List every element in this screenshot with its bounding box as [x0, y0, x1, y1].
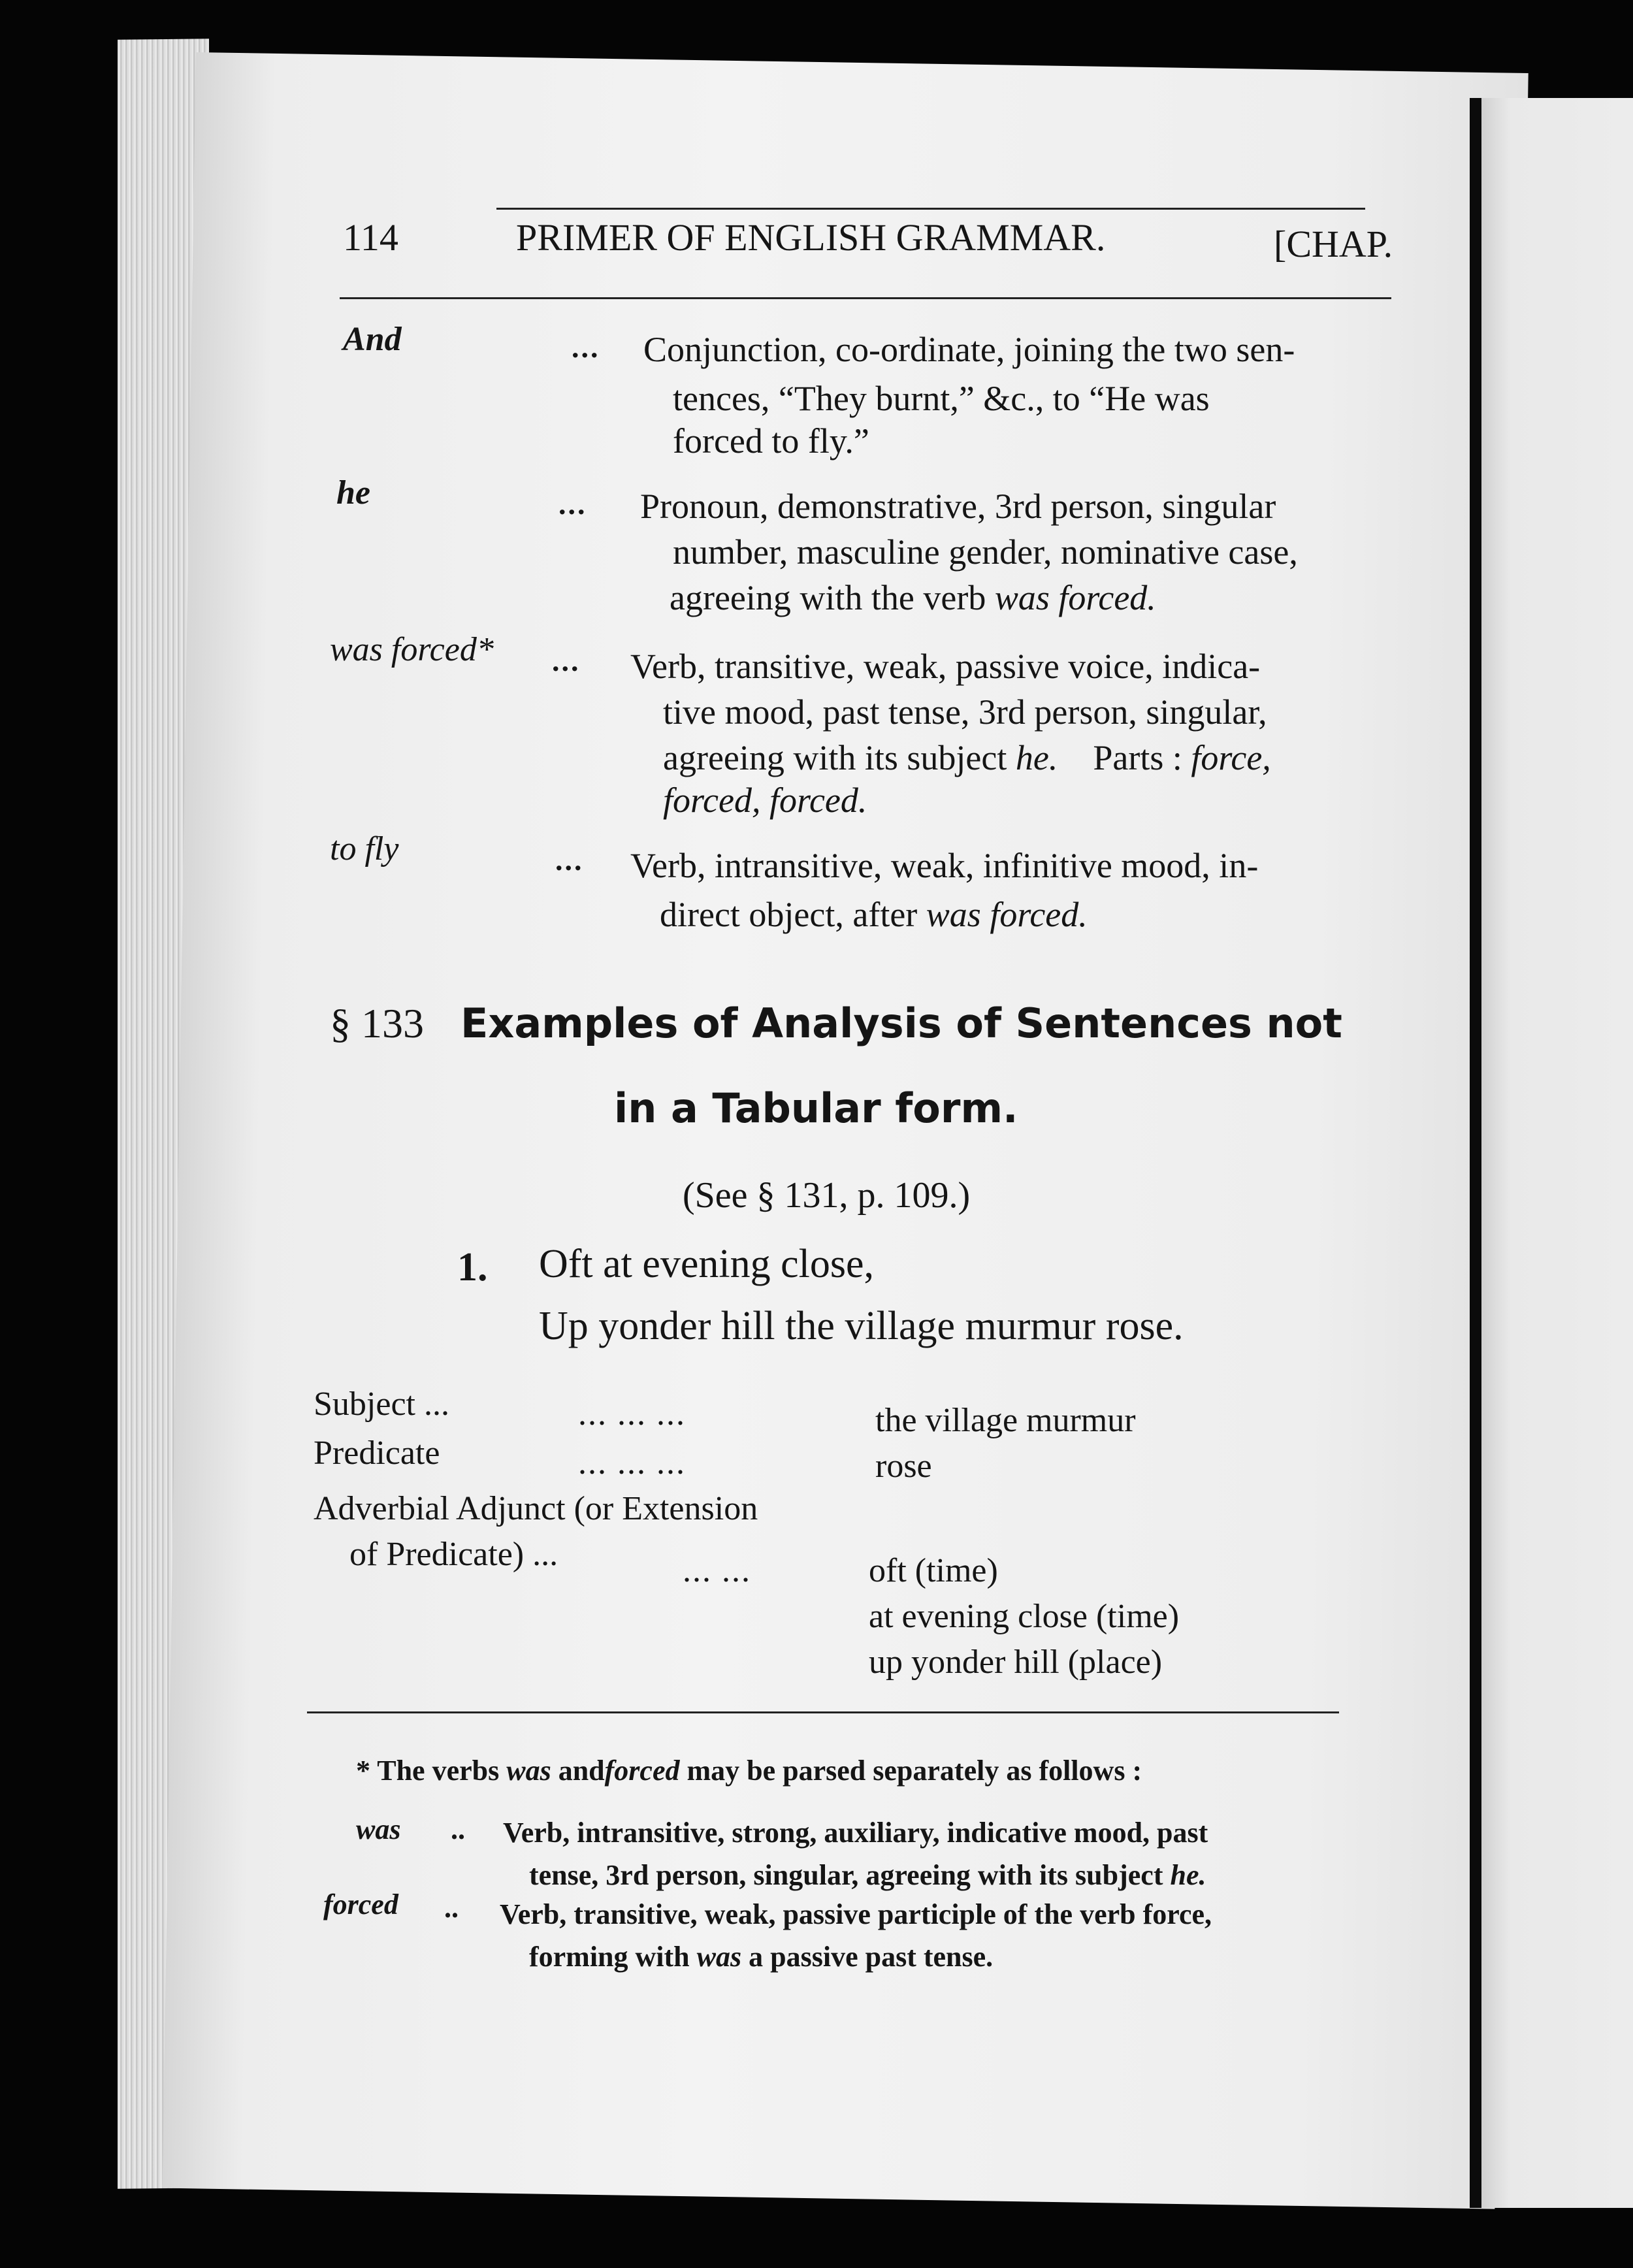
footnote-line-group — [529, 1858, 1206, 1892]
footnote-line: tense, 3rd person, singular, agreeing with its subject — [529, 1859, 1163, 1891]
section-number: § 133 — [330, 1000, 424, 1046]
page-number: 114 — [343, 216, 398, 259]
footnote-text: and — [558, 1755, 605, 1787]
analysis-label: Subject ... — [314, 1385, 449, 1423]
footnote-emphasis: forced — [604, 1755, 680, 1787]
example-line2: Up yonder hill the village murmur rose. — [539, 1304, 1184, 1348]
section-reference: (See § 131, p. 109.) — [683, 1175, 971, 1216]
parsing-line: Parts : — [1093, 738, 1182, 777]
leader-dots: ... — [552, 644, 581, 677]
parsing-line: forced to fly.” — [673, 421, 869, 461]
parsing-line-emphasis: was forced. — [926, 895, 1088, 934]
parsing-line-emphasis: forced, forced. — [663, 781, 867, 820]
parsing-line: Verb, transitive, weak, passive voice, indica- — [630, 647, 1261, 686]
footnote-line: forming with — [529, 1941, 690, 1973]
leader-dots: ... — [555, 843, 584, 877]
footnote-emphasis: was — [506, 1755, 551, 1787]
leader-dots: ... ... — [683, 1552, 751, 1589]
leader-dots: .. — [451, 1813, 465, 1845]
parsing-line: direct object, after — [660, 895, 918, 934]
chapter-tag: [CHAP. — [1274, 223, 1393, 265]
parsing-line-emphasis: force, — [1191, 738, 1271, 777]
analysis-value: the village murmur — [875, 1402, 1136, 1439]
parsing-line: tive mood, past tense, 3rd person, singular, — [663, 692, 1267, 732]
analysis-label: Predicate — [314, 1434, 440, 1472]
parsing-term: to fly — [330, 830, 399, 867]
parsing-line-group — [663, 777, 867, 823]
parsing-line: Conjunction, co-ordinate, joining the two sen- — [643, 330, 1295, 369]
analysis-value: at evening close (time) — [869, 1598, 1180, 1635]
leader-dots: ... — [572, 331, 600, 364]
analysis-label: Adverbial Adjunct (or Extension — [314, 1490, 758, 1527]
footnote-line: a passive past tense. — [749, 1941, 994, 1973]
footnote-line-group — [529, 1940, 993, 1973]
example-line1: Oft at evening close, — [539, 1242, 875, 1286]
footnote-line: Verb, intransitive, strong, auxiliary, indicative mood, past — [503, 1817, 1208, 1849]
analysis-label: of Predicate) ... — [349, 1536, 558, 1573]
header-bottom-rule — [340, 297, 1391, 299]
leader-dots: ... ... ... — [578, 1395, 686, 1433]
parsing-line: Verb, intransitive, weak, infinitive mood, in- — [630, 846, 1259, 885]
parsing-term: was forced* — [330, 631, 494, 668]
section-title-line1: Examples of Analysis of Sentences not — [461, 999, 1342, 1047]
section-title-line2: in a Tabular form. — [614, 1084, 1018, 1132]
footnote-line: Verb, transitive, weak, passive participle of the verb force, — [500, 1898, 1212, 1930]
parsing-line-group — [660, 892, 1088, 937]
analysis-value: rose — [875, 1448, 932, 1485]
footnote-intro — [356, 1754, 1142, 1787]
footnote-emphasis: was — [696, 1941, 742, 1973]
page-gutter — [1470, 98, 1481, 2208]
facing-page-edge — [1479, 98, 1633, 2208]
footnote-rule — [307, 1711, 1339, 1713]
parsing-line: tences, “They burnt,” &c., to “He was — [673, 379, 1210, 418]
analysis-value: oft (time) — [869, 1552, 998, 1589]
leader-dots: ... — [558, 487, 587, 521]
footnote-term-forced: forced — [323, 1888, 398, 1920]
leader-dots: .. — [444, 1892, 459, 1924]
footnote-term-was: was — [356, 1813, 401, 1845]
parsing-line-emphasis: was forced. — [994, 578, 1156, 617]
example-number: 1. — [457, 1245, 488, 1289]
parsing-line: agreeing with its subject — [663, 738, 1007, 777]
footnote-marker: * — [356, 1755, 370, 1787]
parsing-line: agreeing with the verb — [670, 578, 986, 617]
parsing-line-group — [670, 575, 1156, 621]
header-top-rule — [496, 208, 1365, 210]
footnote-text: The verbs — [377, 1755, 500, 1787]
parsing-term: And — [343, 321, 402, 358]
leader-dots: ... ... ... — [578, 1444, 686, 1482]
footnote-emphasis: he. — [1170, 1859, 1206, 1891]
parsing-line: number, masculine gender, nominative case, — [673, 532, 1298, 572]
parsing-line: Pronoun, demonstrative, 3rd person, singular — [640, 487, 1276, 526]
footnote-text: may be parsed separately as follows : — [687, 1755, 1142, 1787]
running-title: PRIMER OF ENGLISH GRAMMAR. — [516, 216, 1106, 259]
parsing-line-group — [663, 735, 1271, 781]
analysis-value: up yonder hill (place) — [869, 1644, 1163, 1681]
parsing-term: he — [336, 474, 370, 511]
parsing-line-emphasis: he. — [1015, 738, 1058, 777]
